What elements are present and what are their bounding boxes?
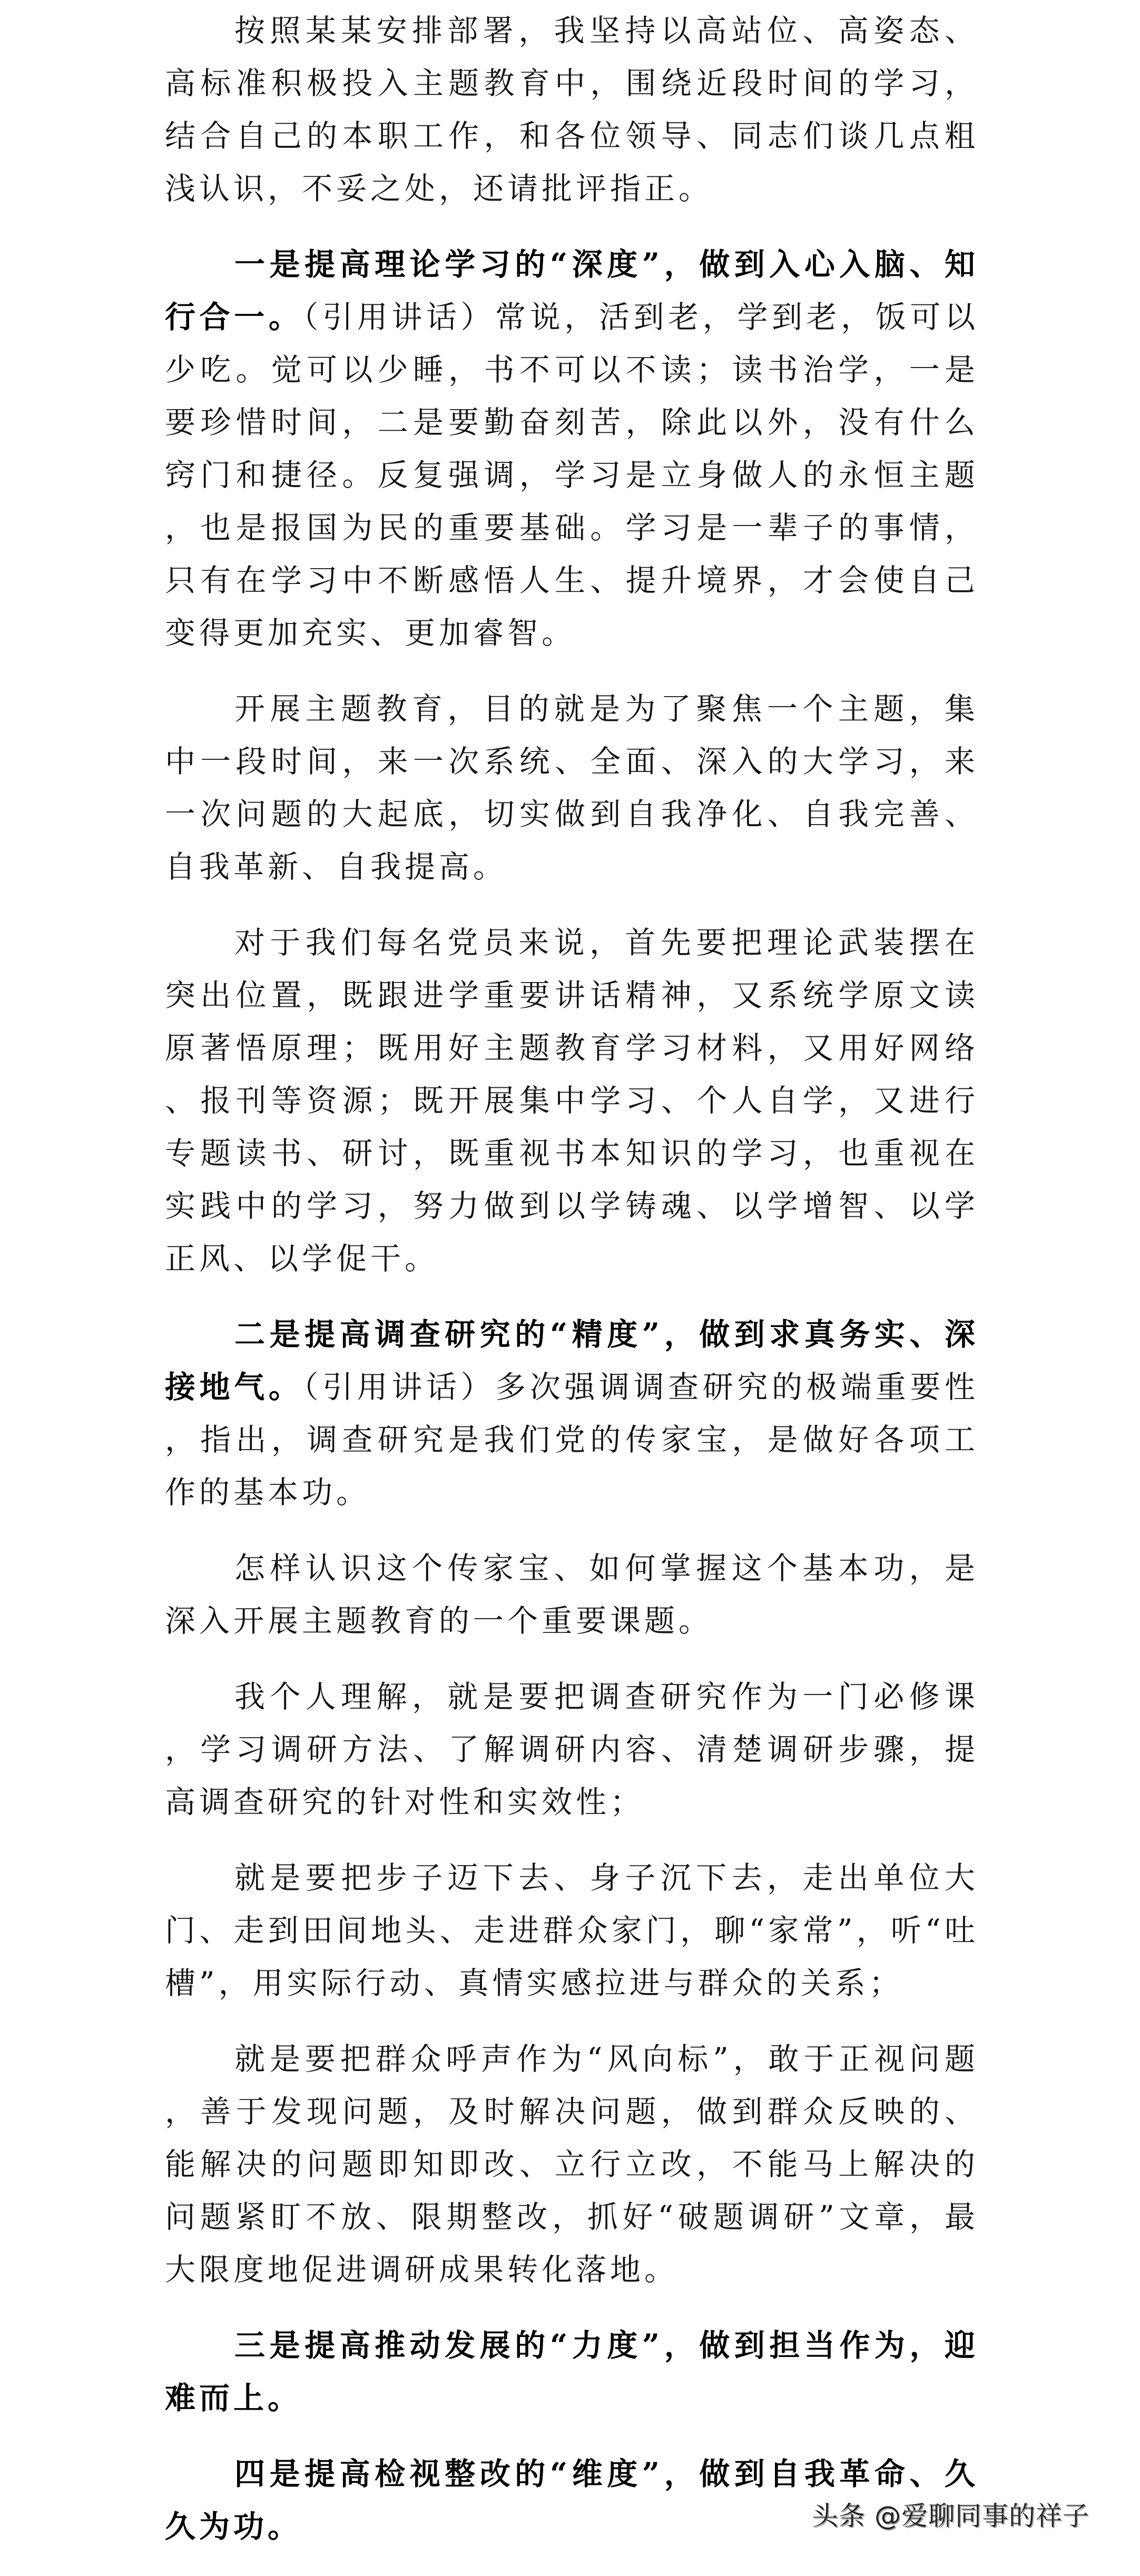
paragraph-lead-heading: 一是提高理论学习的“深度”，做到入心入脑、知行合一。 [165,246,979,335]
paragraph-text: 对于我们每名党员来说，首先要把理论武装摆在突出位置，既跟进学重要讲话精神，又系统学原文读原著悟原理；既用好主题教育学习材料，又用好网络、报刊等资源；既开展集中学习、个人自学，又进行专题读书、研讨，既重视书本知识的学习，也重视在实践中的学习，努力做到以学铸魂、以学增智、以学正风、以学促干。 [165,925,979,1276]
watermark-attribution: 头条 @爱聊同事的祥子 [812,2501,1089,2531]
paragraph-public-voice [165,2033,979,2296]
paragraph-text: 开展主题教育，目的就是为了聚焦一个主题，集中一段时间，来一次系统、全面、深入的大学习，来一次问题的大起底，切实做到自我净化、自我完善、自我革新、自我提高。 [165,691,979,885]
paragraph-intro [165,4,979,215]
paragraph-theme-education [165,682,979,893]
paragraph-text: 怎样认识这个传家宝、如何掌握这个基本功，是深入开展主题教育的一个重要课题。 [165,1550,979,1639]
document-body [165,4,979,2576]
paragraph-text: 按照某某安排部署，我坚持以高站位、高姿态、高标准积极投入主题教育中，围绕近段时间的学习，结合自己的本职工作，和各位领导、同志们谈几点粗浅认识，不妥之处，还请批评指正。 [165,13,979,206]
paragraph-personal-understanding [165,1670,979,1828]
paragraph-text: （引用讲话）常说，活到老，学到老，饭可以少吃。觉可以少睡，书不可以不读；读书治学，一是要珍惜时间，二是要勤奋刻苦，除此以外，没有什么窍门和捷径。反复强调，学习是立身做人的永恒主题，也是报国为民的重要基础。学习是一辈子的事情，只有在学习中不断感悟人生、提升境界，才会使自己变得更加充实、更加睿智。 [165,299,979,651]
paragraph-go-down [165,1851,979,2009]
paragraph-heirloom [165,1542,979,1647]
paragraph-point-three [165,2319,979,2424]
paragraph-text: （引用讲话）多次强调调查研究的极端重要性，指出，调查研究是我们党的传家宝，是做好各项工作的基本功。 [165,1369,979,1510]
paragraph-lead-heading: 四是提高检视整改的“维度”，做到自我革命、久久为功。 [165,2456,979,2544]
paragraph-point-one [165,238,979,659]
paragraph-text: 就是要把步子迈下去、身子沉下去，走出单位大门、走到田间地头、走进群众家门，聊“家常”，听“吐槽”，用实际行动、真情实感拉进与群众的关系； [165,1860,979,2001]
paragraph-text: 我个人理解，就是要把调查研究作为一门必修课，学习调研方法、了解调研内容、清楚调研步骤，提高调查研究的针对性和实效性； [165,1679,979,1820]
paragraph-party-members [165,916,979,1285]
paragraph-text: 就是要把群众呼声作为“风向标”，敢于正视问题，善于发现问题，及时解决问题，做到群众反映的、能解决的问题即知即改、立行立改，不能马上解决的问题紧盯不放、限期整改，抓好“破题调研”文章，最大限度地促进调研成果转化落地。 [165,2041,979,2287]
paragraph-lead-heading: 二是提高调查研究的“精度”，做到求真务实、深接地气。 [165,1316,979,1405]
paragraph-point-two [165,1308,979,1519]
paragraph-lead-heading: 三是提高推动发展的“力度”，做到担当作为，迎难而上。 [165,2327,979,2416]
